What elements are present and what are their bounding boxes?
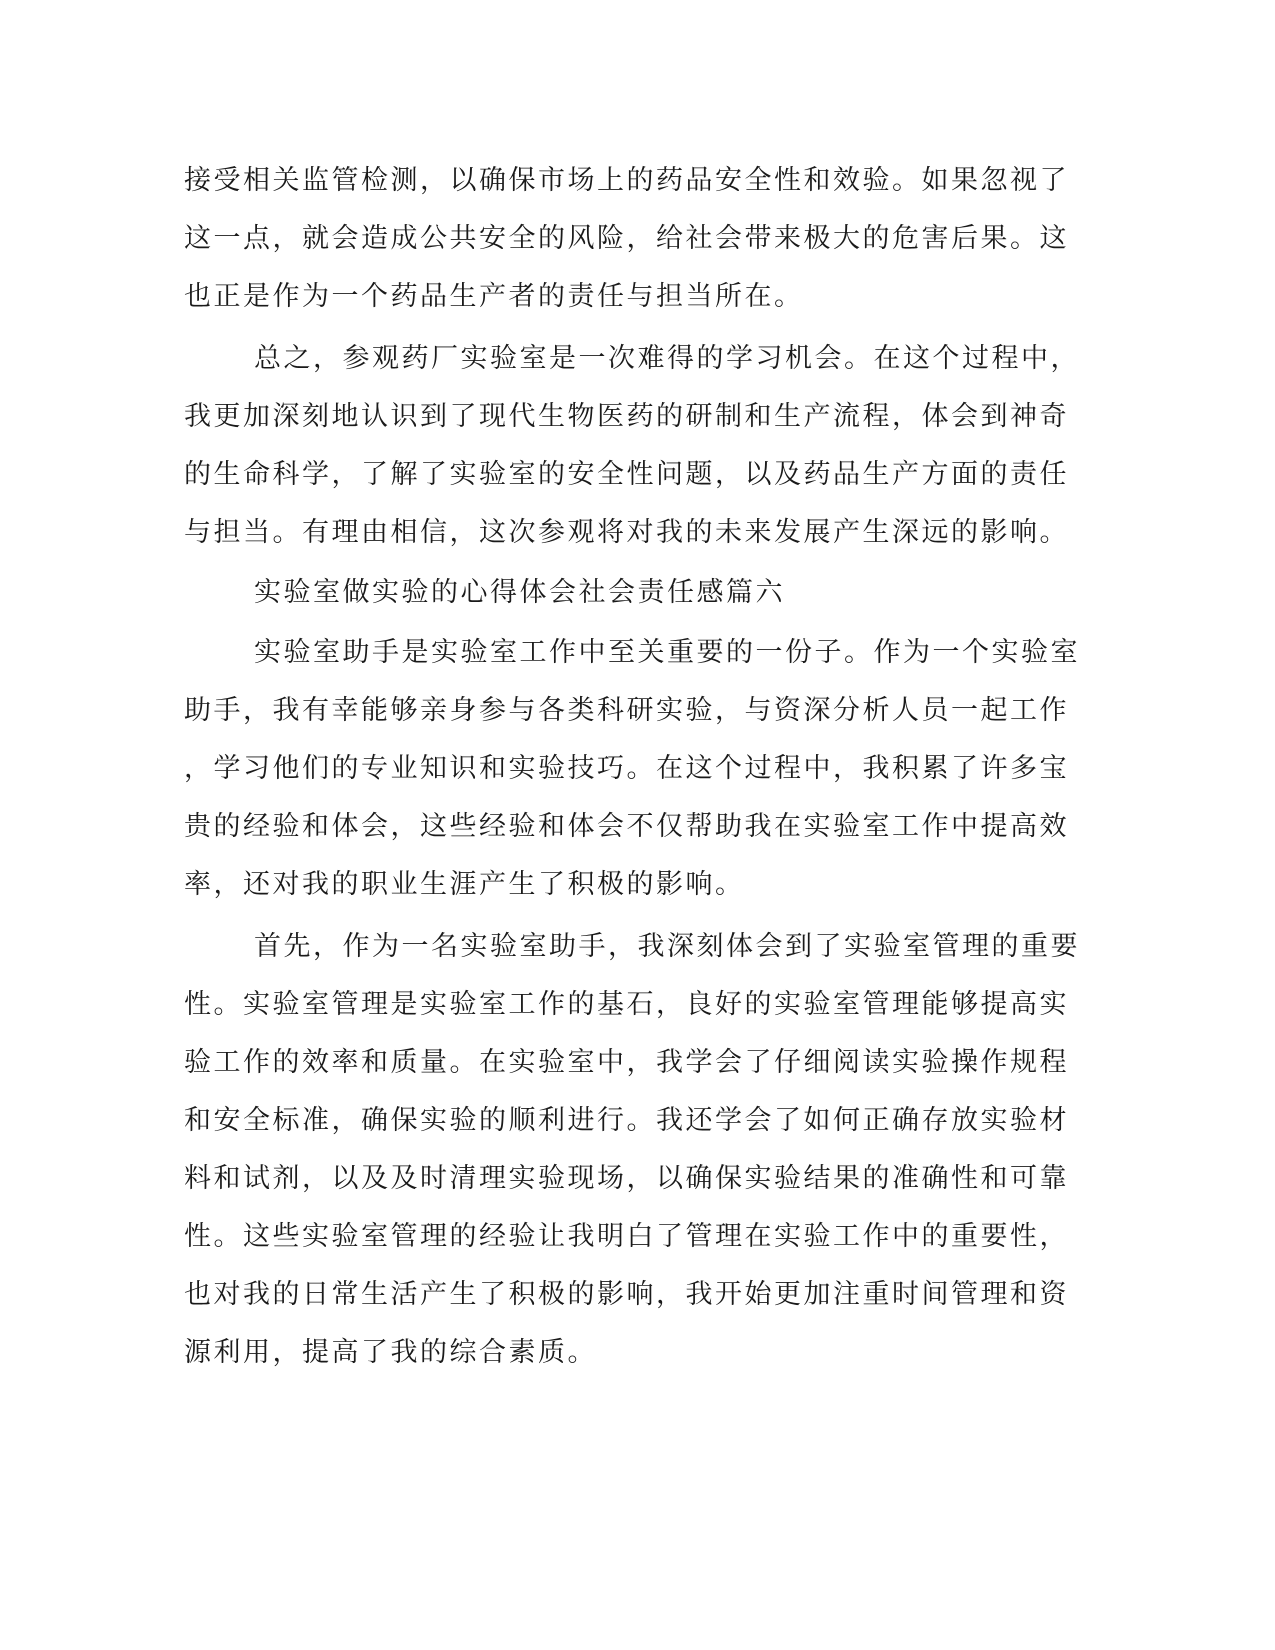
text-line: 率，还对我的职业生涯产生了积极的影响。 [184,869,745,900]
text-line: ，学习他们的专业知识和实验技巧。在这个过程中，我积累了许多宝 [184,753,1069,784]
text-line: 贵的经验和体会，这些经验和体会不仅帮助我在实验室工作中提高效 [184,811,1069,842]
text-line: 验工作的效率和质量。在实验室中，我学会了仔细阅读实验操作规程 [184,1047,1069,1078]
text-line: 源利用，提高了我的综合素质。 [184,1337,597,1368]
text-line: 性。这些实验室管理的经验让我明白了管理在实验工作中的重要性， [184,1221,1069,1252]
paragraph-first-line: 实验室助手是实验室工作中至关重要的一份子。作为一个实验室 [254,637,1080,668]
text-line: 我更加深刻地认识到了现代生物医药的研制和生产流程，体会到神奇 [184,401,1069,432]
text-line: 的生命科学，了解了实验室的安全性问题，以及药品生产方面的责任 [184,459,1069,490]
text-line: 性。实验室管理是实验室工作的基石，良好的实验室管理能够提高实 [184,989,1069,1020]
text-line: 料和试剂，以及及时清理实验现场，以确保实验结果的准确性和可靠 [184,1163,1069,1194]
text-line: 也正是作为一个药品生产者的责任与担当所在。 [184,281,804,312]
section-heading: 实验室做实验的心得体会社会责任感篇六 [254,577,785,608]
text-line: 这一点，就会造成公共安全的风险，给社会带来极大的危害后果。这 [184,223,1069,254]
paragraph-first-line: 总之，参观药厂实验室是一次难得的学习机会。在这个过程中， [254,343,1080,374]
text-line: 与担当。有理由相信，这次参观将对我的未来发展产生深远的影响。 [184,517,1069,548]
text-line: 助手，我有幸能够亲身参与各类科研实验，与资深分析人员一起工作 [184,695,1069,726]
text-line: 接受相关监管检测，以确保市场上的药品安全性和效验。如果忽视了 [184,165,1069,196]
paragraph-first-line: 首先，作为一名实验室助手，我深刻体会到了实验室管理的重要 [254,931,1080,962]
text-line: 也对我的日常生活产生了积极的影响，我开始更加注重时间管理和资 [184,1279,1069,1310]
text-line: 和安全标准，确保实验的顺利进行。我还学会了如何正确存放实验材 [184,1105,1069,1136]
